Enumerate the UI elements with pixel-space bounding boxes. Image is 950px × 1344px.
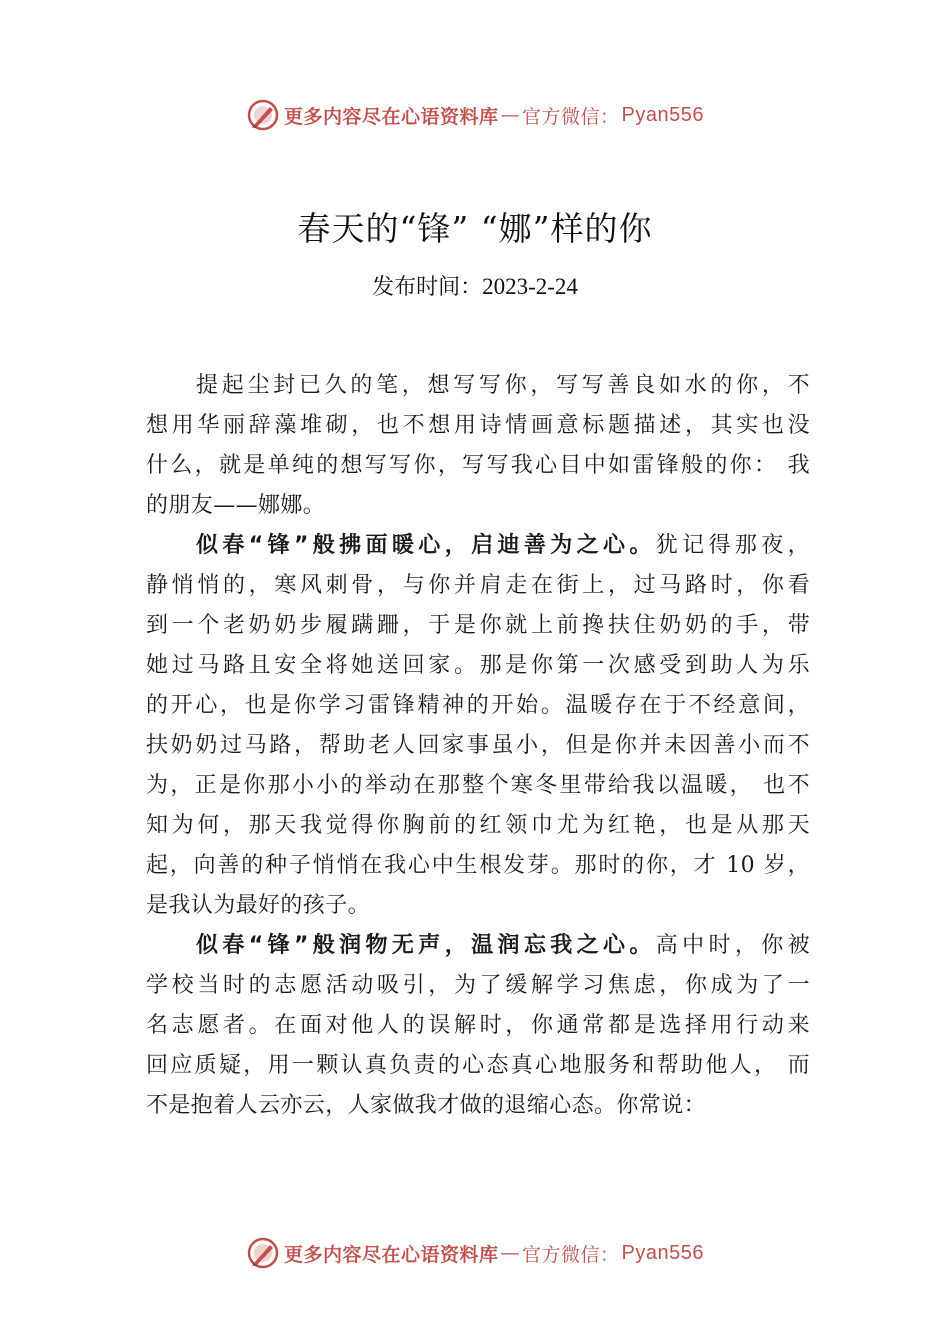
publish-date-line xyxy=(0,270,950,301)
banner-main-text: 更多内容尽在心语资料库 xyxy=(284,105,499,128)
paragraph-line: 学校当时的志愿活动吸引，为了缓解学习焦虑，你成为了一 xyxy=(146,973,810,998)
pen-logo-icon xyxy=(246,98,280,132)
pen-logo-icon xyxy=(246,1236,280,1270)
article-title: 春天的“锋” “娜”样的你 xyxy=(297,209,653,248)
paragraph-line: 想用华丽辞藻堆砌，也不想用诗情画意标题描述，其实也没 xyxy=(146,413,810,438)
banner-dash: — xyxy=(500,104,521,126)
paragraph-line: 知为何，那天我觉得你胸前的红领巾尤为红艳，也是从那天 xyxy=(146,813,810,838)
paragraph-line: 名志愿者。在面对他人的误解时，你通常都是选择用行动来 xyxy=(146,1013,810,1038)
header-watermark-banner xyxy=(0,95,950,135)
banner-wechat-label: 官方微信： xyxy=(522,1243,620,1266)
paragraph-line: 到一个老奶奶步履蹒跚，于是你就上前搀扶住奶奶的手，带 xyxy=(146,613,810,638)
banner-wechat-id: Pyan556 xyxy=(621,1241,704,1264)
paragraph-line: 回应质疑，用一颗认真负责的心态真心地服务和帮助他人， 而 xyxy=(146,1053,810,1078)
publish-date-label: 发布时间： xyxy=(372,275,483,300)
paragraph-line: 提起尘封已久的笔，想写写你，写写善良如水的你，不 xyxy=(196,373,810,398)
banner-wechat-label: 官方微信： xyxy=(522,105,620,128)
footer-watermark-banner xyxy=(0,1233,950,1273)
paragraph-line: 不是抱着人云亦云，人家做我才做的退缩心态。你常说： xyxy=(146,1093,707,1118)
paragraph-line: 她过马路且安全将她送回家。那是你第一次感受到助人为乐 xyxy=(146,653,810,678)
paragraph-text: 高中时，你被 xyxy=(655,933,811,958)
publish-date-value: 2023-2-24 xyxy=(482,274,578,299)
banner-wechat-id: Pyan556 xyxy=(621,103,704,126)
article-body xyxy=(146,366,810,1126)
paragraph-line: 的朋友——娜娜。 xyxy=(146,493,326,518)
section-heading-line xyxy=(146,526,810,566)
paragraph-line: 扶奶奶过马路，帮助老人回家事虽小，但是你并未因善小而不 xyxy=(146,733,810,758)
paragraph-line: 起，向善的种子悄悄在我心中生根发芽。那时的你，才 10 岁， xyxy=(146,853,810,878)
paragraph-text: 犹记得那夜， xyxy=(655,533,811,558)
section-heading-line xyxy=(146,926,810,966)
section-heading: 似春“锋”般润物无声，温润忘我之心。 xyxy=(196,933,656,958)
paragraph-line: 什么，就是单纯的想写写你，写写我心目中如雷锋般的你： 我 xyxy=(146,453,810,478)
paragraph-line: 为，正是你那小小的举动在那整个寒冬里带给我以温暖， 也不 xyxy=(146,773,810,798)
paragraph-line: 是我认为最好的孩子。 xyxy=(146,893,371,918)
banner-main-text: 更多内容尽在心语资料库 xyxy=(284,1243,499,1266)
banner-dash: — xyxy=(500,1242,521,1264)
paragraph-line: 的开心，也是你学习雷锋精神的开始。温暖存在于不经意间， xyxy=(146,693,810,718)
section-heading: 似春“锋”般拂面暖心，启迪善为之心。 xyxy=(196,533,656,558)
paragraph-line: 静悄悄的，寒风刺骨，与你并肩走在街上，过马路时，你看 xyxy=(146,573,810,598)
